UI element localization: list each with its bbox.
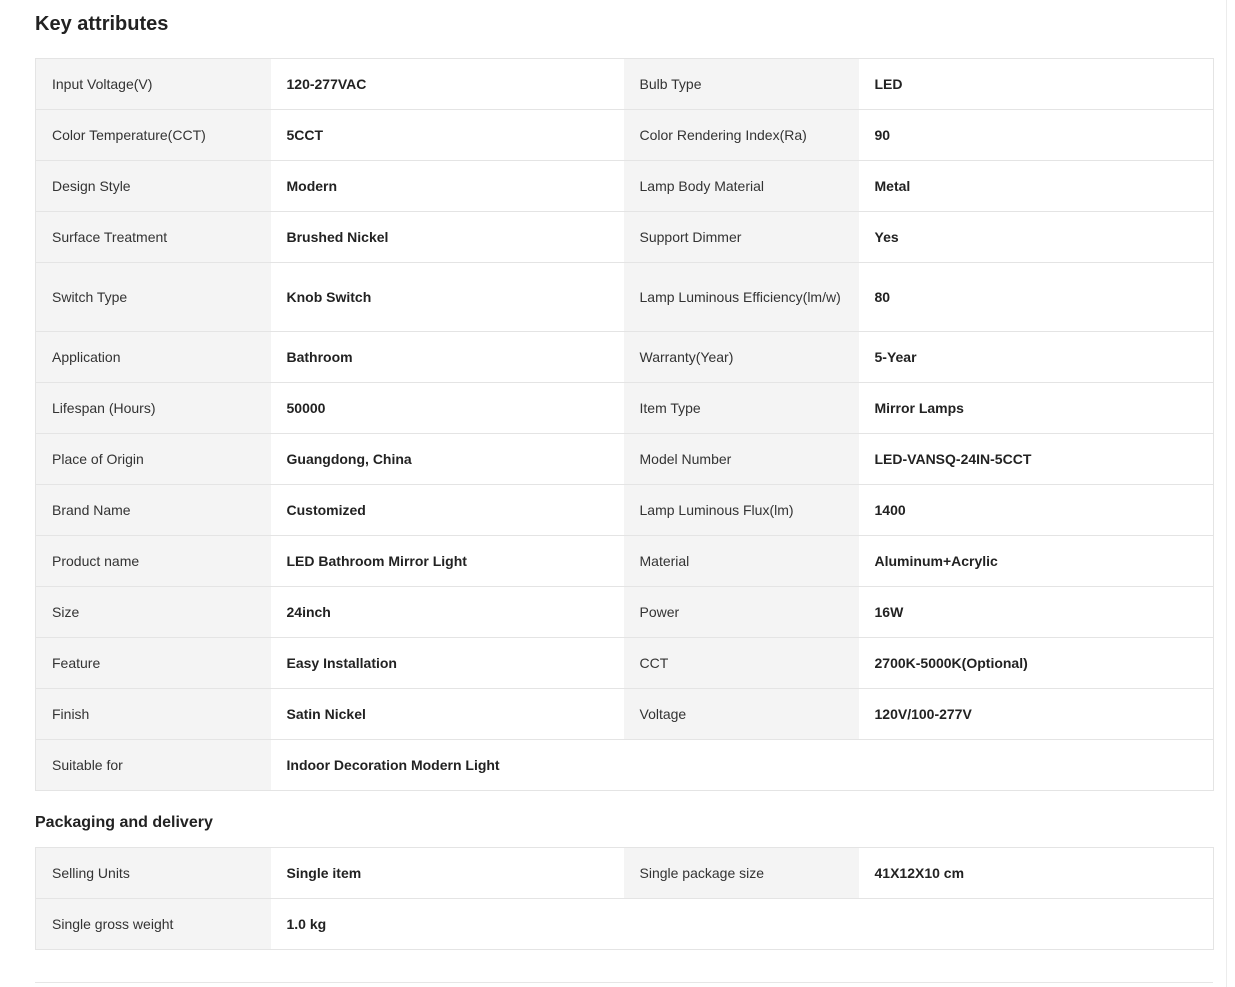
attribute-label: Lamp Body Material: [624, 161, 859, 212]
attribute-value: LED: [859, 59, 1214, 110]
attribute-label: Material: [624, 536, 859, 587]
attribute-label: Place of Origin: [36, 434, 271, 485]
attribute-row: [36, 536, 1214, 587]
attribute-value: 1400: [859, 485, 1214, 536]
attribute-label: Bulb Type: [624, 59, 859, 110]
attribute-row: [36, 383, 1214, 434]
attribute-label: Voltage: [624, 689, 859, 740]
attribute-label: Finish: [36, 689, 271, 740]
attribute-row: [36, 740, 1214, 791]
attribute-label: Surface Treatment: [36, 212, 271, 263]
attribute-row: [36, 110, 1214, 161]
attribute-value: 120-277VAC: [271, 59, 624, 110]
attribute-row: [36, 212, 1214, 263]
attribute-row: [36, 899, 1214, 950]
attribute-value: Easy Installation: [271, 638, 624, 689]
attribute-value: Aluminum+Acrylic: [859, 536, 1214, 587]
attribute-value: 41X12X10 cm: [859, 848, 1214, 899]
attribute-value: 24inch: [271, 587, 624, 638]
attribute-row: [36, 263, 1214, 332]
attribute-label: Selling Units: [36, 848, 271, 899]
attribute-label: Single gross weight: [36, 899, 271, 950]
attribute-label: Switch Type: [36, 263, 271, 332]
attribute-label: Color Temperature(CCT): [36, 110, 271, 161]
attribute-value: Single item: [271, 848, 624, 899]
attribute-label: Application: [36, 332, 271, 383]
attribute-value: LED-VANSQ-24IN-5CCT: [859, 434, 1214, 485]
attribute-label: Single package size: [624, 848, 859, 899]
attribute-value: Mirror Lamps: [859, 383, 1214, 434]
attribute-value: 2700K-5000K(Optional): [859, 638, 1214, 689]
key-attributes-title: Key attributes: [35, 13, 169, 35]
attribute-label: Item Type: [624, 383, 859, 434]
attribute-row: [36, 161, 1214, 212]
attribute-label: Product name: [36, 536, 271, 587]
attribute-value: Yes: [859, 212, 1214, 263]
attribute-label: Lamp Luminous Flux(lm): [624, 485, 859, 536]
attribute-row: [36, 587, 1214, 638]
attribute-value: Satin Nickel: [271, 689, 624, 740]
attribute-value: Metal: [859, 161, 1214, 212]
attribute-value: 80: [859, 263, 1214, 332]
divider-vertical: [1226, 0, 1227, 987]
attribute-value: 90: [859, 110, 1214, 161]
empty-cell: [624, 740, 1214, 791]
attribute-label: Lifespan (Hours): [36, 383, 271, 434]
attribute-value: 5CCT: [271, 110, 624, 161]
attribute-row: [36, 848, 1214, 899]
empty-cell: [624, 899, 1214, 950]
attribute-label: Size: [36, 587, 271, 638]
attribute-value: Brushed Nickel: [271, 212, 624, 263]
attribute-label: CCT: [624, 638, 859, 689]
attribute-row: [36, 485, 1214, 536]
attribute-label: Brand Name: [36, 485, 271, 536]
attribute-value: Knob Switch: [271, 263, 624, 332]
attribute-label: Power: [624, 587, 859, 638]
attribute-value: 50000: [271, 383, 624, 434]
attribute-label: Warranty(Year): [624, 332, 859, 383]
packaging-table: [35, 847, 1214, 950]
attribute-value: 5-Year: [859, 332, 1214, 383]
attribute-value: Bathroom: [271, 332, 624, 383]
attribute-label: Suitable for: [36, 740, 271, 791]
attribute-value: Indoor Decoration Modern Light: [271, 740, 624, 791]
attribute-label: Input Voltage(V): [36, 59, 271, 110]
attribute-value: Customized: [271, 485, 624, 536]
attribute-value: 120V/100-277V: [859, 689, 1214, 740]
attribute-value: 1.0 kg: [271, 899, 624, 950]
attribute-label: Lamp Luminous Efficiency(lm/w): [624, 263, 859, 332]
attribute-value: 16W: [859, 587, 1214, 638]
section-divider: [35, 982, 1213, 983]
attribute-value: Guangdong, China: [271, 434, 624, 485]
attribute-label: Support Dimmer: [624, 212, 859, 263]
attribute-label: Model Number: [624, 434, 859, 485]
attribute-row: [36, 434, 1214, 485]
attribute-label: Color Rendering Index(Ra): [624, 110, 859, 161]
key-attributes-table: [35, 58, 1214, 791]
attribute-row: [36, 59, 1214, 110]
attribute-label: Feature: [36, 638, 271, 689]
attribute-value: LED Bathroom Mirror Light: [271, 536, 624, 587]
packaging-title: Packaging and delivery: [35, 814, 213, 831]
attribute-label: Design Style: [36, 161, 271, 212]
attribute-row: [36, 332, 1214, 383]
attribute-value: Modern: [271, 161, 624, 212]
attribute-row: [36, 638, 1214, 689]
attribute-row: [36, 689, 1214, 740]
